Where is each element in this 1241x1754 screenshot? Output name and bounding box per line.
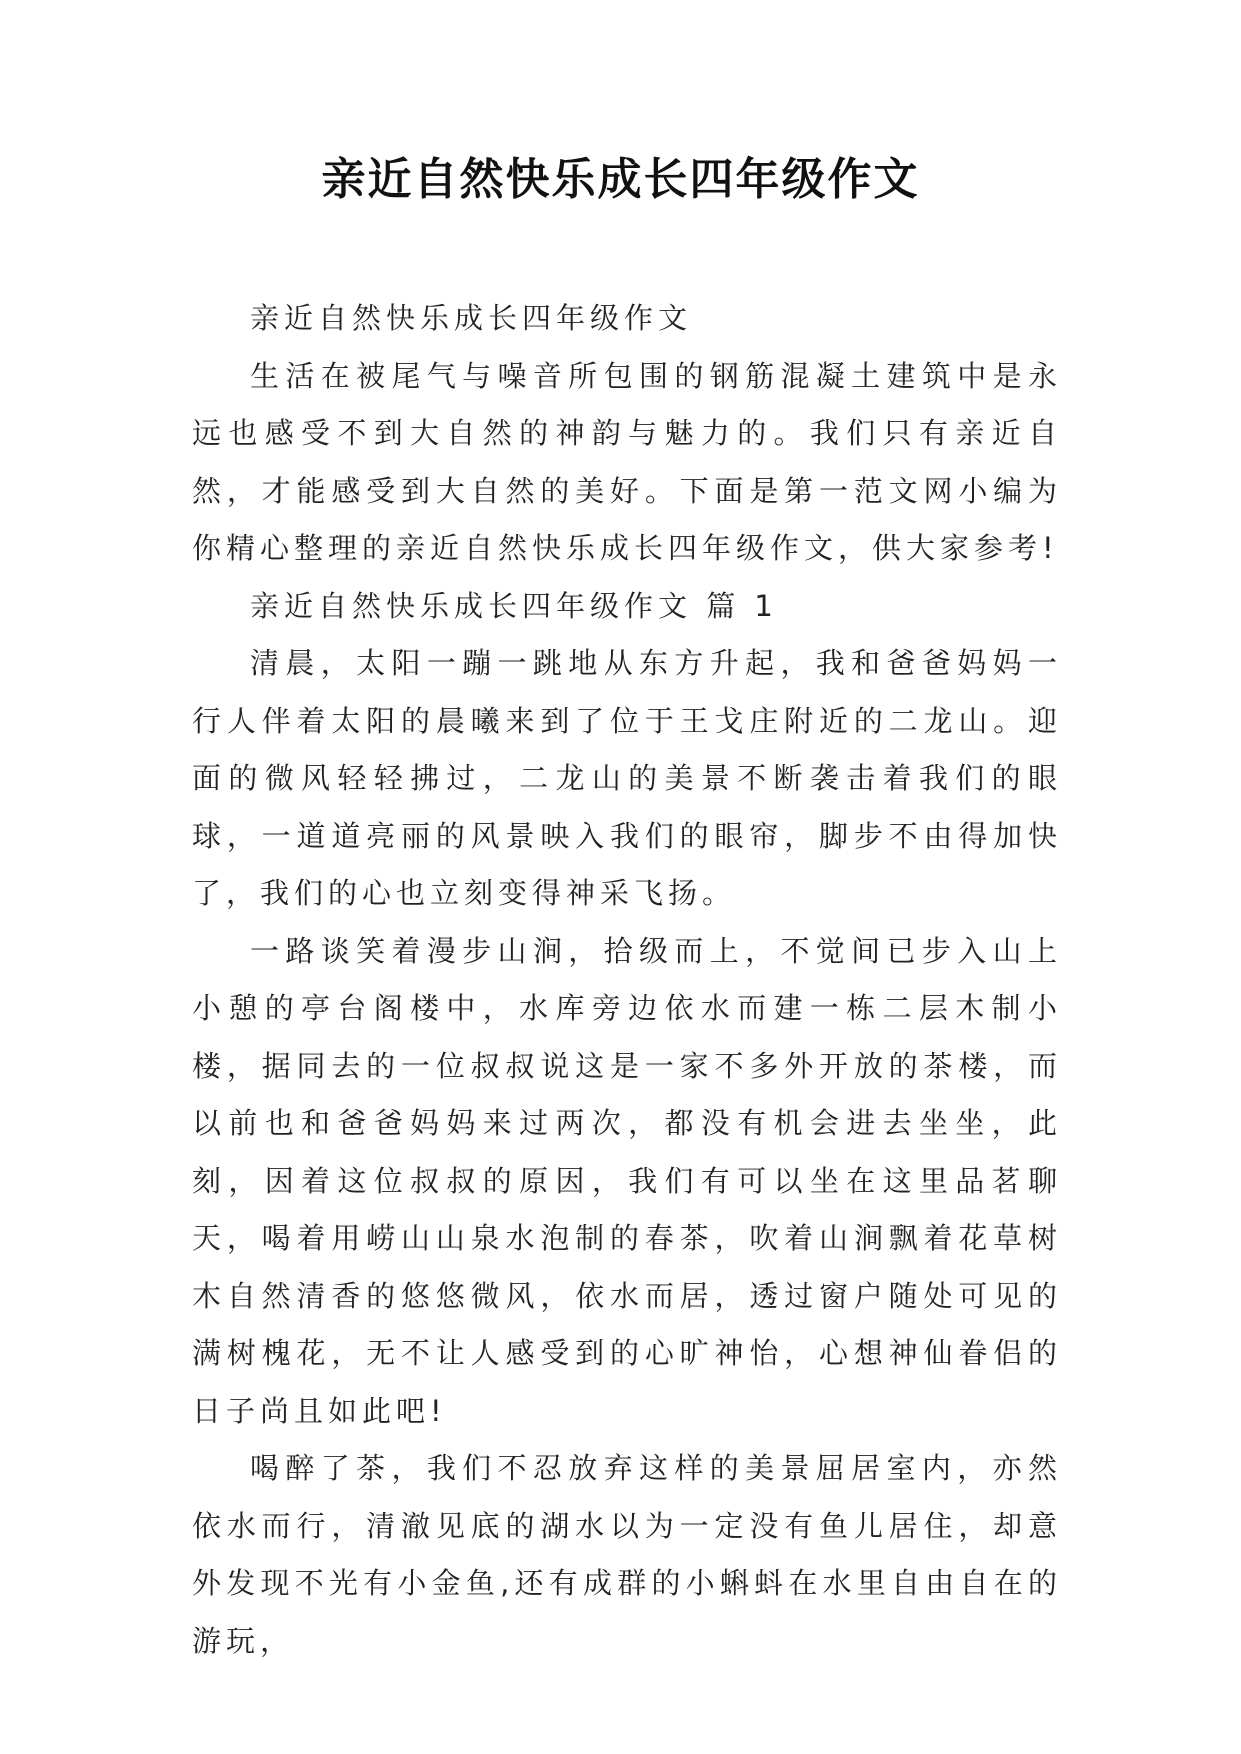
document-body <box>192 290 1062 1670</box>
paragraph-body: 清晨，太阳一蹦一跳地从东方升起，我和爸爸妈妈一行人伴着太阳的晨曦来到了位于王戈庄附近的二龙山。迎面的微风轻轻拂过，二龙山的美景不断袭击着我们的眼球，一道道亮丽的风景映入我们的眼帘，脚步不由得加快了，我们的心也立刻变得神采飞扬。 <box>192 646 1062 910</box>
paragraph-subtitle: 亲近自然快乐成长四年级作文 <box>250 301 693 335</box>
document-title: 亲近自然快乐成长四年级作文 <box>321 154 920 205</box>
paragraph-intro: 生活在被尾气与噪音所包围的钢筋混凝土建筑中是永远也感受不到大自然的神韵与魅力的。我们只有亲近自然，才能感受到大自然的美好。下面是第一范文网小编为你精心整理的亲近自然快乐成长四年级作文，供大家参考! <box>192 358 1062 565</box>
paragraph-body: 一路谈笑着漫步山涧，拾级而上，不觉间已步入山上小憩的亭台阁楼中，水库旁边依水而建一栋二层木制小楼，据同去的一位叔叔说这是一家不多外开放的茶楼，而以前也和爸爸妈妈来过两次，都没有机会进去坐坐，此刻，因着这位叔叔的原因，我们有可以坐在这里品茗聊天，喝着用崂山山泉水泡制的春茶，吹着山涧飘着花草树木自然清香的悠悠微风，依水而居，透过窗户随处可见的满树槐花，无不让人感受到的心旷神怡，心想神仙眷侣的日子尚且如此吧! <box>192 933 1062 1428</box>
paragraph-section-heading: 亲近自然快乐成长四年级作文 篇 1 <box>250 588 778 623</box>
paragraph-body: 喝醉了茶，我们不忍放弃这样的美景屈居室内，亦然依水而行，清澈见底的湖水以为一定没有鱼儿居住，却意外发现不光有小金鱼,还有成群的小蝌蚪在水里自由自在的游玩， <box>192 1451 1062 1658</box>
